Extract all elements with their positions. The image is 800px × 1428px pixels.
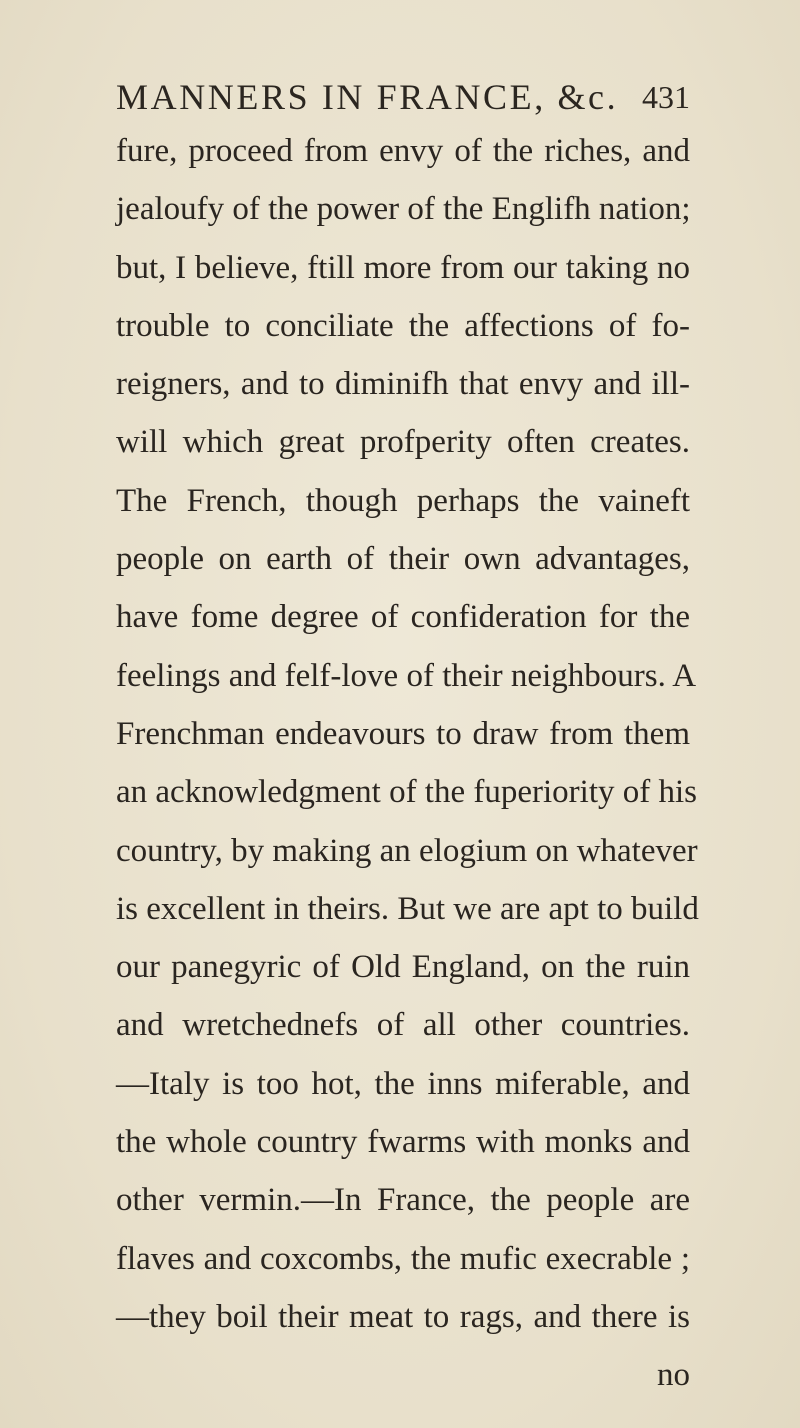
text-line: Frenchman endeavours to draw from them	[116, 715, 690, 752]
text-line: reigners, and to diminifh that envy and ill-	[116, 366, 690, 403]
text-line: The French, though perhaps the vaineft	[116, 482, 690, 519]
text-line: have fome degree of confideration for the	[116, 599, 690, 636]
text-line: and wretchednefs of all other countries.	[116, 1007, 690, 1044]
running-title: MANNERS IN FRANCE, &c.	[116, 77, 619, 117]
text-line: other vermin.—In France, the people are	[116, 1182, 690, 1219]
text-line: trouble to conciliate the affections of fo-	[116, 307, 690, 344]
text-line: but, I believe, ftill more from our taking no	[116, 249, 690, 286]
text-line: will which great profperity often creates.	[116, 424, 690, 461]
text-line: is excellent in theirs. But we are apt to build	[116, 890, 699, 927]
text-line: flaves and coxcombs, the mufic execrable ;	[116, 1240, 690, 1277]
text-line: our panegyric of Old England, on the ruin	[116, 949, 690, 986]
body-text	[116, 122, 699, 1405]
text-line: jealoufy of the power of the Englifh nation;	[116, 191, 691, 228]
text-line: country, by making an elogium on whatever	[116, 832, 698, 869]
text-line: —they boil their meat to rags, and there is	[116, 1298, 690, 1335]
text-line: feelings and felf-love of their neighbours. A	[116, 657, 697, 694]
text-line: an acknowledgment of the fuperiority of his	[116, 774, 697, 811]
catchword: no	[657, 1357, 690, 1394]
text-line: the whole country fwarms with monks and	[116, 1124, 690, 1161]
text-line: —Italy is too hot, the inns miferable, and	[116, 1065, 690, 1102]
text-line: people on earth of their own advantages,	[116, 541, 690, 578]
text-line: fure, proceed from envy of the riches, and	[116, 133, 690, 169]
page-number: 431	[642, 79, 690, 115]
running-head	[0, 72, 800, 122]
